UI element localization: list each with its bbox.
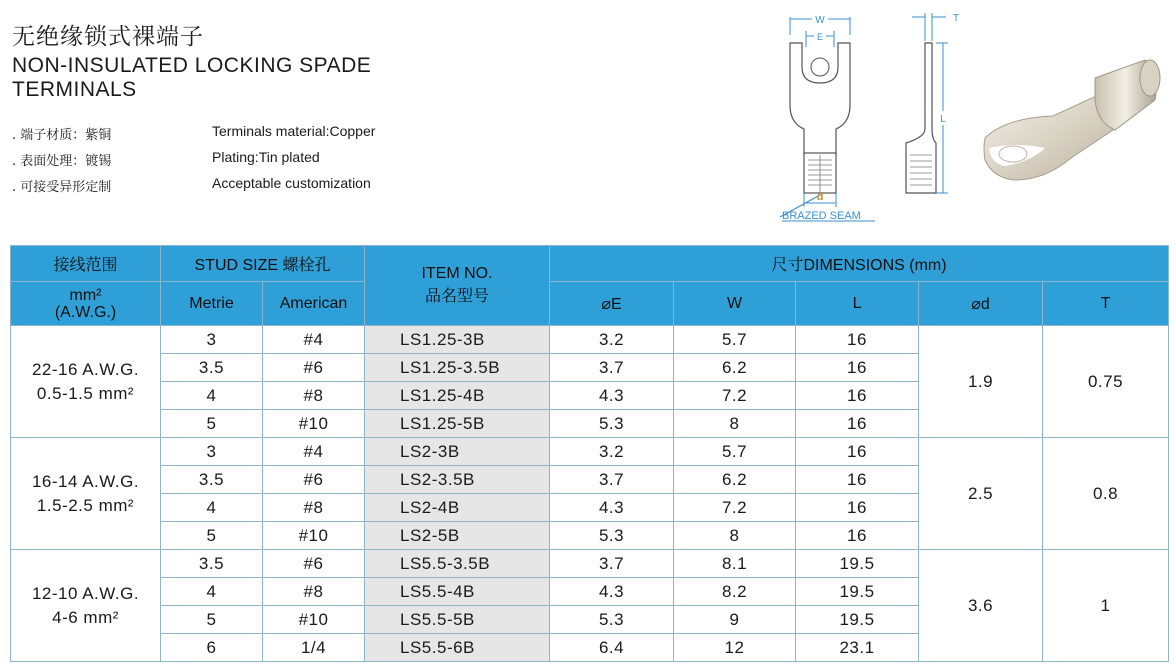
- cell-american: #6: [263, 466, 365, 494]
- cell-t: 0.8: [1043, 438, 1169, 550]
- wire-range-awg: 12-10 A.W.G.: [31, 583, 140, 603]
- wire-range-cell: [11, 438, 161, 550]
- dim-t-label: T: [953, 13, 960, 24]
- cell-e: 3.2: [550, 326, 674, 354]
- wire-range-cell: [11, 550, 161, 662]
- cell-e: 4.3: [550, 578, 674, 606]
- cell-w: 5.7: [674, 438, 796, 466]
- cell-metric: 6: [161, 634, 263, 662]
- dim-d-label: d: [816, 191, 824, 203]
- cell-item: LS2-3B: [365, 438, 550, 466]
- cell-e: 4.3: [550, 494, 674, 522]
- cell-e: 4.3: [550, 382, 674, 410]
- header-l: L: [796, 282, 919, 326]
- spec-cn-material: . 端子材质：紫铜: [12, 128, 112, 143]
- cell-d: 2.5: [919, 438, 1043, 550]
- spec-en-plating: Plating:Tin plated: [212, 149, 320, 165]
- cell-american: #8: [263, 382, 365, 410]
- cell-item: LS1.25-4B: [365, 382, 550, 410]
- cell-metric: 4: [161, 382, 263, 410]
- cell-item: LS5.5-6B: [365, 634, 550, 662]
- cell-e: 3.7: [550, 466, 674, 494]
- cell-metric: 4: [161, 494, 263, 522]
- cell-w: 7.2: [674, 494, 796, 522]
- cell-american: #8: [263, 578, 365, 606]
- title-en-line2: TERMINALS: [12, 78, 137, 101]
- wire-range-mm: 4-6 mm²: [52, 607, 119, 627]
- cell-e: 5.3: [550, 522, 674, 550]
- header-wire-range-unit: [11, 282, 161, 326]
- header-metric: Metrie: [161, 282, 263, 326]
- spec-cn-plating: . 表面处理：镀锡: [12, 154, 112, 169]
- table-row: [11, 326, 1169, 354]
- cell-d: 1.9: [919, 326, 1043, 438]
- cell-l: 16: [796, 354, 919, 382]
- cell-w: 5.7: [674, 326, 796, 354]
- cell-item: LS1.25-3B: [365, 326, 550, 354]
- cell-metric: 5: [161, 606, 263, 634]
- cell-w: 8.1: [674, 550, 796, 578]
- cell-metric: 3: [161, 438, 263, 466]
- cell-e: 6.4: [550, 634, 674, 662]
- cell-metric: 4: [161, 578, 263, 606]
- cell-e: 3.2: [550, 438, 674, 466]
- title-en-line1: NON-INSULATED LOCKING SPADE: [12, 54, 372, 77]
- cell-metric: 3.5: [161, 354, 263, 382]
- cell-item: LS5.5-3.5B: [365, 550, 550, 578]
- spec-cn-custom: . 可接受异形定制: [12, 180, 112, 195]
- cell-item: LS2-3.5B: [365, 466, 550, 494]
- cell-w: 7.2: [674, 382, 796, 410]
- spec-en-material: Terminals material:Copper: [212, 123, 376, 139]
- cell-l: 16: [796, 438, 919, 466]
- cell-american: #8: [263, 494, 365, 522]
- cell-item: LS2-4B: [365, 494, 550, 522]
- terminal-product-image: [975, 30, 1170, 205]
- wire-range-awg: 22-16 A.W.G.: [31, 359, 140, 379]
- cell-w: 8: [674, 522, 796, 550]
- cell-w: 6.2: [674, 466, 796, 494]
- cell-w: 12: [674, 634, 796, 662]
- header-dimensions: 尺寸DIMENSIONS (mm): [550, 246, 1169, 282]
- cell-l: 19.5: [796, 578, 919, 606]
- cell-metric: 5: [161, 522, 263, 550]
- cell-item: LS1.25-5B: [365, 410, 550, 438]
- wire-range-cell: [11, 326, 161, 438]
- cell-american: #4: [263, 438, 365, 466]
- specification-table: [10, 245, 1169, 662]
- dim-l-label: L: [940, 114, 946, 125]
- brazed-seam-label: BRAZED SEAM: [782, 210, 861, 222]
- cell-item: LS5.5-5B: [365, 606, 550, 634]
- cell-l: 16: [796, 410, 919, 438]
- page-title-en: [12, 54, 432, 102]
- cell-l: 16: [796, 522, 919, 550]
- cell-l: 16: [796, 466, 919, 494]
- cell-item: LS5.5-4B: [365, 578, 550, 606]
- cell-american: #10: [263, 522, 365, 550]
- cell-d: 3.6: [919, 550, 1043, 662]
- wire-range-mm: 1.5-2.5 mm²: [36, 495, 135, 515]
- cell-item: LS2-5B: [365, 522, 550, 550]
- cell-e: 5.3: [550, 606, 674, 634]
- cell-metric: 3.5: [161, 466, 263, 494]
- header-d: ⌀d: [919, 282, 1043, 326]
- cell-metric: 3: [161, 326, 263, 354]
- page-title-cn: 无绝缘锁式裸端子: [12, 24, 204, 50]
- spec-en-custom: Acceptable customization: [212, 175, 371, 191]
- cell-l: 19.5: [796, 606, 919, 634]
- header-item-no-en: ITEM NO.: [421, 265, 493, 282]
- table-row: [11, 438, 1169, 466]
- header-item-no: [365, 246, 550, 326]
- wire-range-mm: 0.5-1.5 mm²: [36, 383, 135, 403]
- cell-l: 16: [796, 494, 919, 522]
- cell-w: 8: [674, 410, 796, 438]
- cell-american: #4: [263, 326, 365, 354]
- header-stud-size: STUD SIZE 螺栓孔: [161, 246, 365, 282]
- cell-l: 19.5: [796, 550, 919, 578]
- cell-american: #6: [263, 550, 365, 578]
- header-unit-awg: (A.W.G.): [54, 303, 117, 321]
- cell-american: 1/4: [263, 634, 365, 662]
- cell-e: 5.3: [550, 410, 674, 438]
- cell-w: 9: [674, 606, 796, 634]
- header-e: ⌀E: [550, 282, 674, 326]
- dim-e-label: E: [816, 32, 824, 42]
- cell-w: 6.2: [674, 354, 796, 382]
- dim-w-label: W: [815, 15, 825, 26]
- header-item-no-cn: 品名型号: [425, 288, 490, 305]
- cell-l: 16: [796, 326, 919, 354]
- cell-item: LS1.25-3.5B: [365, 354, 550, 382]
- header-unit-mm: mm²: [69, 286, 102, 304]
- header-w: W: [674, 282, 796, 326]
- cell-american: #6: [263, 354, 365, 382]
- cell-metric: 5: [161, 410, 263, 438]
- cell-w: 8.2: [674, 578, 796, 606]
- header-t: T: [1043, 282, 1169, 326]
- cell-l: 23.1: [796, 634, 919, 662]
- wire-range-awg: 16-14 A.W.G.: [31, 471, 140, 491]
- cell-e: 3.7: [550, 354, 674, 382]
- terminal-technical-drawing: [760, 5, 970, 225]
- cell-american: #10: [263, 606, 365, 634]
- cell-american: #10: [263, 410, 365, 438]
- cell-t: 0.75: [1043, 326, 1169, 438]
- table-row: [11, 550, 1169, 578]
- cell-l: 16: [796, 382, 919, 410]
- header-american: American: [263, 282, 365, 326]
- cell-e: 3.7: [550, 550, 674, 578]
- cell-t: 1: [1043, 550, 1169, 662]
- cell-metric: 3.5: [161, 550, 263, 578]
- header-wire-range-cn: 接线范围: [11, 246, 161, 282]
